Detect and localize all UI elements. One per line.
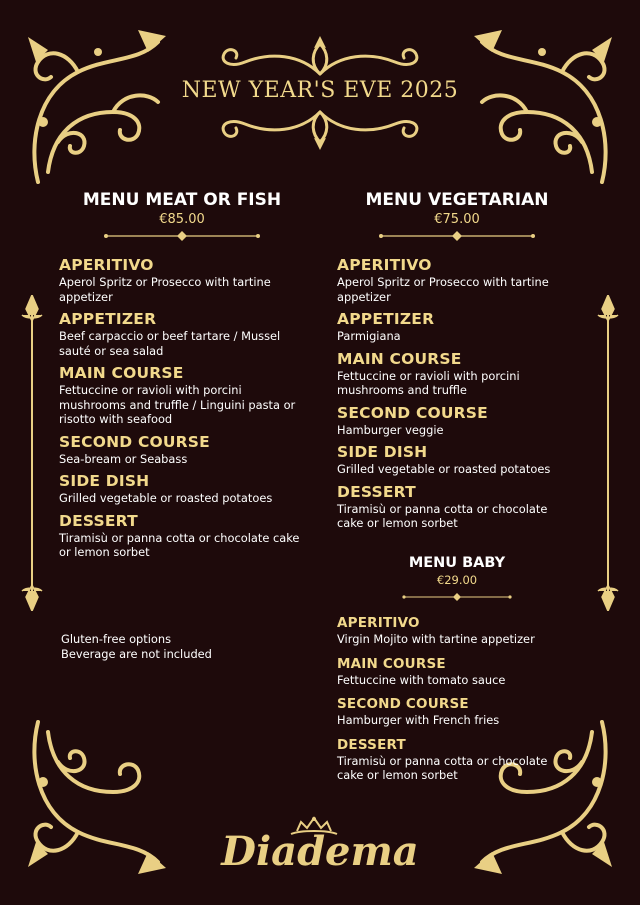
- menu-price: €85.00: [159, 212, 205, 227]
- menu-meat-or-fish: [59, 190, 305, 560]
- menu-section: [337, 350, 577, 398]
- section-text: Parmigiana: [337, 329, 401, 343]
- menu-section: [337, 696, 577, 728]
- section-text: Tiramisù or panna cotta or chocolate cake or lemon sorbet: [337, 501, 548, 530]
- divider-icon: [401, 592, 513, 602]
- menu-section: [59, 433, 305, 467]
- menu-section: [337, 256, 577, 304]
- menu-section: [337, 483, 577, 531]
- section-title: SECOND COURSE: [337, 696, 469, 712]
- menu-section: [59, 512, 305, 560]
- section-title: MAIN COURSE: [337, 349, 462, 368]
- menu-section: [59, 364, 305, 427]
- menu-notes: [61, 632, 212, 662]
- menu-section: [337, 310, 577, 344]
- section-text: Fettuccine with tomato sauce: [337, 672, 506, 687]
- section-title: APERITIVO: [337, 615, 420, 631]
- section-text: Aperol Spritz or Prosecco with tartine appetizer: [337, 275, 549, 304]
- section-title: DESSERT: [337, 736, 406, 753]
- section-text: Hamburger with French fries: [337, 713, 500, 727]
- note-gluten-free: Gluten-free options: [61, 632, 172, 646]
- section-text: Hamburger veggie: [337, 422, 444, 437]
- section-text: Aperol Spritz or Prosecco with tartine appetizer: [59, 275, 271, 304]
- section-title: APPETIZER: [59, 310, 157, 328]
- section-text: Tiramisù or panna cotta or chocolate cake or lemon sorbet: [337, 753, 548, 782]
- menu-price: €29.00: [436, 573, 478, 587]
- section-text: Fettuccine or ravioli with porcini mushrooms and truffle: [337, 368, 520, 397]
- section-title: MAIN COURSE: [59, 364, 184, 382]
- left-vertical-ornament-icon: [20, 295, 44, 611]
- menu-title: MENU MEAT OR FISH: [82, 190, 282, 210]
- menu-baby: [337, 555, 577, 783]
- title-bottom-ornament-icon: [200, 108, 440, 152]
- menu-section: [337, 443, 577, 477]
- section-text: Virgin Mojito with tartine appetizer: [337, 632, 535, 646]
- section-title: DESSERT: [337, 482, 416, 501]
- section-title: SECOND COURSE: [59, 432, 210, 451]
- section-text: Tiramisù or panna cotta or chocolate cake or lemon sorbet: [59, 530, 300, 559]
- section-title: MAIN COURSE: [337, 655, 446, 672]
- section-title: APERITIVO: [337, 256, 432, 274]
- menu-vegetarian: [337, 190, 577, 531]
- page-title: NEW YEAR'S EVE 2025: [181, 78, 459, 103]
- menu-title: MENU BABY: [408, 555, 506, 571]
- top-left-flourish-icon: [18, 22, 168, 192]
- menu-section: [337, 615, 577, 647]
- menu-price: €75.00: [434, 212, 480, 227]
- section-text: Sea-bream or Seabass: [59, 451, 188, 466]
- divider-icon: [102, 230, 262, 242]
- section-title: APERITIVO: [59, 256, 154, 274]
- menu-section: [59, 310, 305, 358]
- menu-section: [59, 472, 305, 506]
- menu-section: [59, 256, 305, 304]
- section-title: SIDE DISH: [337, 443, 428, 461]
- section-title: APPETIZER: [337, 310, 435, 328]
- title-top-ornament-icon: [200, 34, 440, 78]
- section-title: DESSERT: [59, 511, 138, 530]
- top-right-flourish-icon: [472, 22, 622, 192]
- section-text: Fettuccine or ravioli with porcini mushrooms and truffle / Linguini pasta or risotto with seafood: [59, 383, 296, 426]
- section-title: SIDE DISH: [59, 472, 150, 490]
- section-text: Beef carpaccio or beef tartare / Mussel sauté or sea salad: [59, 329, 281, 358]
- divider-icon: [377, 230, 537, 242]
- brand-logo: Diadema: [221, 828, 419, 875]
- menu-title: MENU VEGETARIAN: [365, 190, 549, 210]
- menu-header: [59, 190, 305, 246]
- section-title: SECOND COURSE: [337, 403, 488, 422]
- section-text: Grilled vegetable or roasted potatoes: [59, 491, 273, 505]
- menu-header: [337, 190, 577, 246]
- note-beverage: Beverage are not included: [61, 647, 212, 661]
- menu-section: [337, 737, 577, 783]
- menu-section: [337, 404, 577, 438]
- section-text: Grilled vegetable or roasted potatoes: [337, 462, 551, 476]
- menu-header: [337, 555, 577, 606]
- right-vertical-ornament-icon: [596, 295, 620, 611]
- menu-section: [337, 656, 577, 688]
